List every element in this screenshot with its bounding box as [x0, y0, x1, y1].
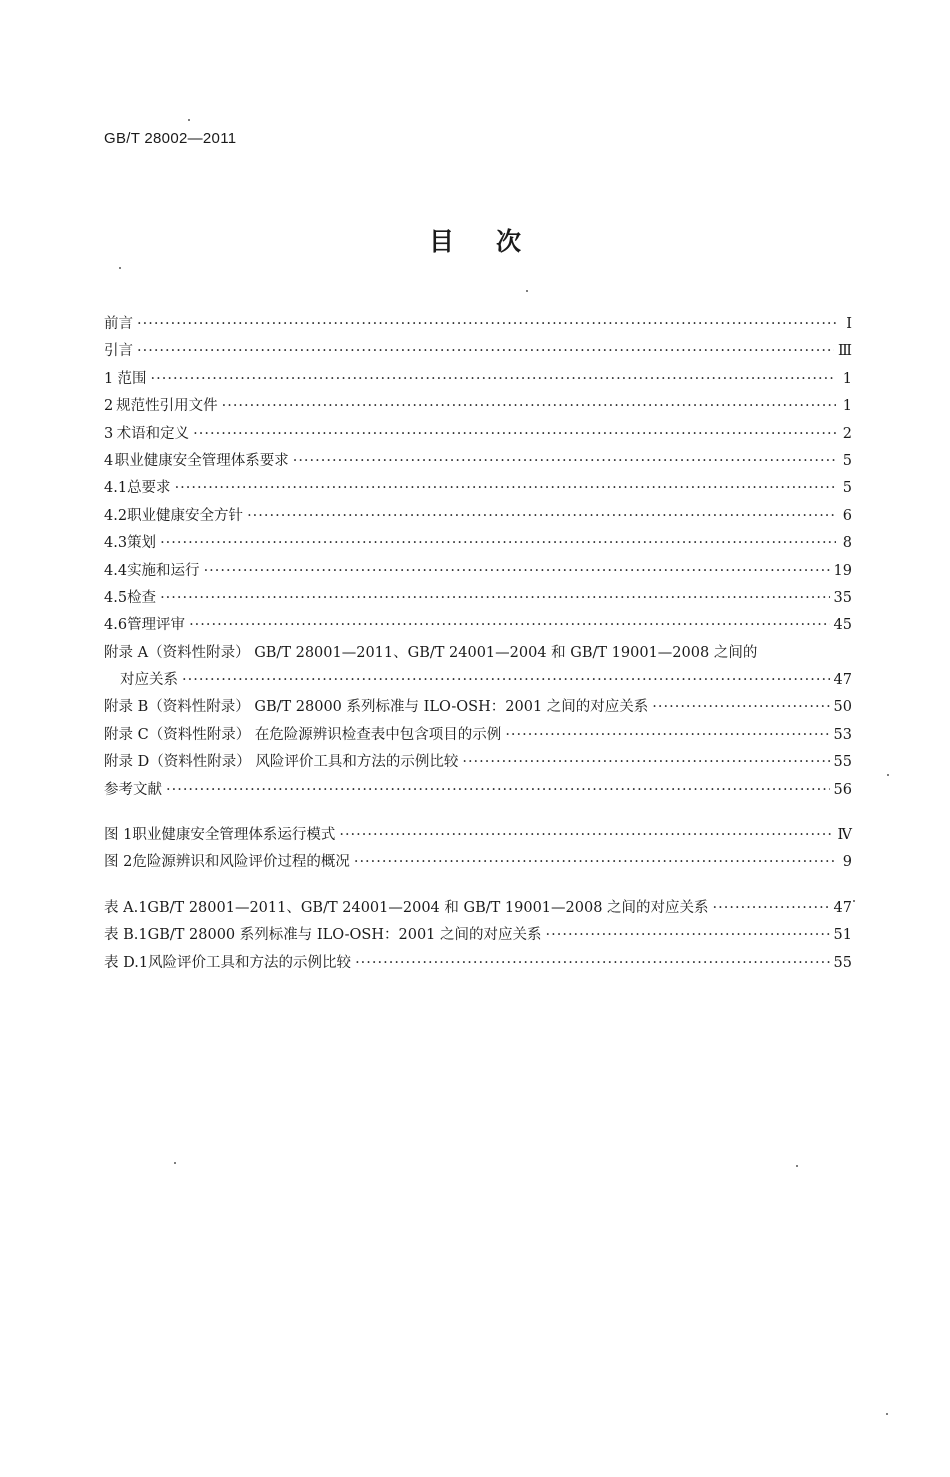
toc-entry-title: 总要求	[127, 480, 171, 497]
leader-dots	[354, 854, 836, 870]
toc-entry-title: 管理评审	[127, 617, 186, 634]
toc-entry-page: 47	[833, 672, 852, 689]
toc-entry-annex-a[interactable]	[104, 641, 852, 668]
toc-entry-title: 附录 C（资料性附录） 在危险源辨识检查表中包含项目的示例	[104, 726, 502, 743]
toc-entry-title: 附录 D（资料性附录） 风险评价工具和方法的示例比较	[104, 754, 459, 771]
figure-page: Ⅳ	[837, 827, 852, 844]
toc-entry[interactable]	[104, 559, 852, 586]
table-number: 表 B.1	[104, 927, 148, 944]
figure-entry[interactable]	[104, 850, 852, 877]
toc-entry-annex-a-continued[interactable]	[104, 668, 852, 695]
toc-entry[interactable]	[104, 723, 852, 750]
toc-entry-title: 策划	[127, 535, 157, 552]
leader-dots	[166, 782, 830, 798]
toc-entry-title: 引言	[104, 343, 133, 360]
toc-entry-title: 术语和定义	[116, 425, 190, 442]
leader-dots	[652, 699, 829, 715]
leader-dots	[160, 535, 836, 551]
scan-speck	[526, 290, 528, 292]
toc-entry[interactable]	[104, 476, 852, 503]
toc-entry-page: 5	[842, 480, 852, 497]
toc-entry-page: 2	[842, 425, 852, 442]
leader-dots	[204, 563, 830, 579]
leader-dots	[222, 398, 836, 414]
table-title: GB/T 28000 系列标准与 ILO-OSH：2001 之间的对应关系	[147, 927, 542, 944]
toc-entry[interactable]	[104, 778, 852, 805]
table-title: 风险评价工具和方法的示例比较	[148, 954, 352, 971]
toc-entry-page: 5	[842, 452, 852, 469]
toc-entry-page: 53	[833, 726, 852, 743]
leader-dots	[182, 672, 830, 688]
toc-entry-page: 55	[833, 754, 852, 771]
leader-dots	[355, 955, 829, 971]
toc-entry[interactable]	[104, 339, 852, 366]
table-number: 表 D.1	[104, 954, 149, 971]
toc-entry-title: 实施和运行	[127, 562, 200, 579]
scan-speck	[886, 1413, 888, 1415]
toc-entry-page: 50	[833, 699, 852, 716]
leader-dots	[137, 316, 836, 332]
toc-entry-title: 前言	[104, 316, 133, 332]
toc-entry[interactable]	[104, 750, 852, 777]
toc-entry-page: Ⅲ	[838, 343, 852, 360]
toc-entry-title: 规范性引用文件	[116, 398, 218, 415]
toc-entry-title: 参考文献	[104, 781, 162, 798]
toc-entry-number: 4.4	[104, 562, 128, 579]
toc-entry-page: Ⅰ	[846, 316, 852, 332]
toc-entry-page: 19	[833, 562, 852, 579]
toc-entry-number: 4.6	[104, 617, 128, 634]
toc-entry-page: 1	[842, 398, 852, 415]
toc-entry-title: 职业健康安全方针	[127, 507, 244, 524]
toc-entry-number: 4.2	[104, 507, 128, 524]
figure-number: 图 1	[104, 827, 133, 844]
standard-code: GB/T 28002—2011	[104, 130, 237, 147]
toc-entry-title: 职业健康安全管理体系要求	[114, 452, 289, 469]
toc-entry[interactable]	[104, 394, 852, 421]
figure-title: 职业健康安全管理体系运行模式	[132, 827, 336, 844]
toc-entry-number: 3	[104, 425, 114, 442]
table-title: GB/T 28001—2011、GB/T 24001—2004 和 GB/T 19001—2008 之间的对应关系	[147, 899, 709, 916]
figure-title: 危险源辨识和风险评价过程的概况	[132, 854, 350, 871]
table-page: 47	[833, 899, 852, 916]
table-entry[interactable]	[104, 896, 852, 923]
toc-entry-title: 附录 B（资料性附录） GB/T 28000 系列标准与 ILO-OSH：2001 之间的对应关系	[104, 699, 649, 716]
table-of-contents	[104, 312, 852, 978]
leader-dots	[137, 343, 834, 359]
leader-dots	[505, 727, 829, 743]
section-spacer	[104, 878, 852, 896]
toc-entry[interactable]	[104, 504, 852, 531]
table-page: 55	[833, 954, 852, 971]
toc-entry[interactable]	[104, 586, 852, 613]
toc-entry-number: 4	[104, 452, 114, 469]
toc-entry[interactable]	[104, 531, 852, 558]
scan-speck	[796, 1165, 798, 1167]
leader-dots	[293, 453, 836, 469]
toc-entry-number: 1	[104, 370, 114, 387]
leader-dots	[189, 617, 829, 633]
toc-entry-page: 8	[842, 535, 852, 552]
scan-speck	[119, 267, 121, 269]
figure-entry[interactable]	[104, 823, 852, 850]
toc-entry-page: 6	[842, 507, 852, 524]
toc-entry-title: 附录 A（资料性附录） GB/T 28001—2011、GB/T 24001—2004 和 GB/T 19001—2008 之间的	[104, 644, 758, 661]
leader-dots	[175, 480, 836, 496]
leader-dots	[160, 590, 829, 606]
scan-speck	[887, 774, 889, 776]
toc-entry[interactable]	[104, 367, 852, 394]
page-title: 目次	[428, 227, 563, 256]
figure-number: 图 2	[104, 854, 133, 871]
toc-entry-page: 1	[842, 370, 852, 387]
toc-entry-page: 45	[833, 617, 852, 634]
leader-dots	[546, 927, 830, 943]
leader-dots	[462, 754, 829, 770]
toc-entry[interactable]	[104, 695, 852, 722]
toc-entry-page: 56	[833, 781, 852, 798]
toc-entry-number: 2	[104, 398, 114, 415]
toc-entry[interactable]	[104, 312, 852, 339]
toc-entry[interactable]	[104, 449, 852, 476]
toc-entry-number: 4.1	[104, 480, 128, 497]
toc-entry-title: 范围	[117, 370, 147, 387]
toc-entry[interactable]	[104, 613, 852, 640]
toc-entry-number: 4.3	[104, 535, 128, 552]
scan-speck	[188, 119, 190, 121]
leader-dots	[151, 371, 836, 387]
scan-speck	[174, 1162, 176, 1164]
toc-entry-number: 4.5	[104, 589, 128, 606]
toc-entry-title: 检查	[127, 589, 157, 606]
toc-entry-title: 对应关系	[120, 672, 178, 689]
table-entry[interactable]	[104, 923, 852, 950]
leader-dots	[339, 827, 833, 843]
figure-page: 9	[842, 854, 852, 871]
scan-speck	[853, 900, 855, 902]
leader-dots	[247, 508, 836, 524]
toc-entry-page: 35	[833, 589, 852, 606]
table-page: 51	[833, 927, 852, 944]
toc-entry[interactable]	[104, 422, 852, 449]
leader-dots	[713, 900, 830, 916]
table-entry[interactable]	[104, 951, 852, 978]
section-spacer	[104, 805, 852, 823]
table-number: 表 A.1	[104, 899, 148, 916]
leader-dots	[193, 426, 836, 442]
